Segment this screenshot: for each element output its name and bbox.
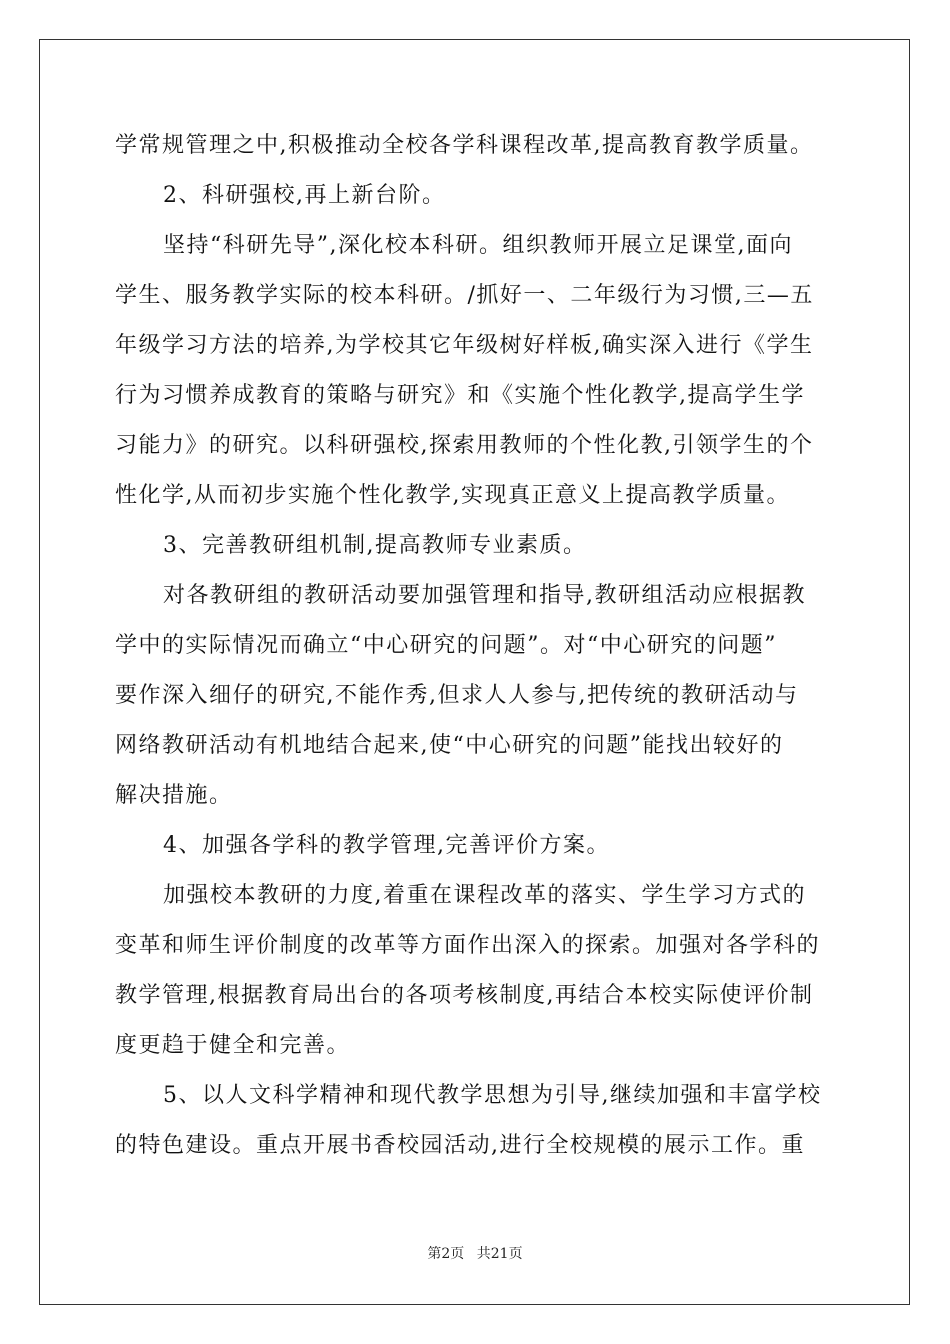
text-line: 行为习惯养成教育的策略与研究》和《实施个性化教学,提高学生学 <box>115 383 805 408</box>
text-line: 学常规管理之中,积极推动全校各学科课程改革,提高教育教学质量。 <box>115 133 814 158</box>
section-heading-3: 3、完善教研组机制,提高教师专业素质。 <box>163 533 587 558</box>
text-line: 网络教研活动有机地结合起来,使“中心研究的问题”能找出较好的 <box>115 733 784 758</box>
section-heading-2: 2、科研强校,再上新台阶。 <box>163 183 446 208</box>
text-line: 加强校本教研的力度,着重在课程改革的落实、学生学习方式的 <box>163 883 806 908</box>
page-footer <box>0 1243 950 1263</box>
section-heading-5: 5、以人文科学精神和现代教学思想为引导,继续加强和丰富学校 <box>163 1083 822 1108</box>
document-body <box>115 121 835 1171</box>
text-line: 坚持“科研先导”,深化校本科研。组织教师开展立足课堂,面向 <box>163 233 793 258</box>
text-line: 教学管理,根据教育局出台的各项考核制度,再结合本校实际使评价制 <box>115 983 814 1008</box>
text-line: 解决措施。 <box>115 783 233 808</box>
text-line: 习能力》的研究。以科研强校,探索用教师的个性化教,引领学生的个 <box>115 433 814 458</box>
page-total: 共21页 <box>476 1246 523 1262</box>
text-line: 要作深入细仔的研究,不能作秀,但求人人参与,把传统的教研活动与 <box>115 683 799 708</box>
text-line: 变革和师生评价制度的改革等方面作出深入的探索。加强对各学科的 <box>115 933 821 958</box>
text-line: 学中的实际情况而确立“中心研究的问题”。对“中心研究的问题” <box>115 633 777 658</box>
text-line: 度更趋于健全和完善。 <box>115 1033 351 1058</box>
section-heading-4: 4、加强各学科的教学管理,完善评价方案。 <box>163 833 610 858</box>
text-line: 对各教研组的教研活动要加强管理和指导,教研组活动应根据教 <box>163 583 806 608</box>
page-number: 第2页 <box>427 1246 465 1262</box>
text-line: 年级学习方法的培养,为学校其它年级树好样板,确实深入进行《学生 <box>115 333 814 358</box>
text-line: 学生、服务教学实际的校本科研。/抓好一、二年级行为习惯,三—五 <box>115 283 814 308</box>
text-line: 的特色建设。重点开展书香校园活动,进行全校规模的展示工作。重 <box>115 1133 805 1158</box>
text-line: 性化学,从而初步实施个性化教学,实现真正意义上提高教学质量。 <box>115 483 790 508</box>
